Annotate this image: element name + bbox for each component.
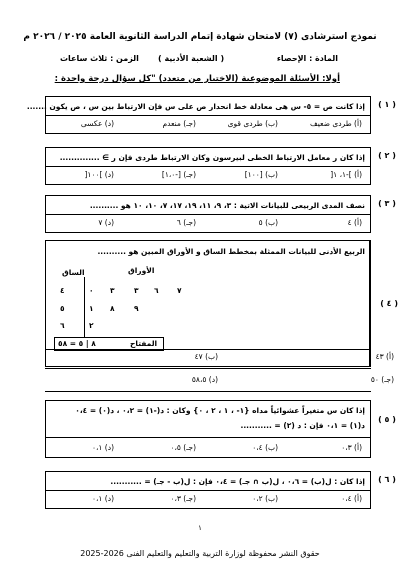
- option-c[interactable]: (جـ) ٦: [176, 218, 196, 227]
- option-b[interactable]: (ب) ٤٧: [194, 352, 218, 361]
- option-c[interactable]: (جـ) [-١،٠]: [161, 170, 196, 179]
- leaves-header: الأوراق: [128, 266, 155, 275]
- option-d[interactable]: (د) ]١٠٠[: [84, 170, 114, 179]
- exam-title: نموذج استرشادى (٧) لامتحان شهادة إتمام الدراسة الثانوية العامة ٢٠٢٥ / ٢٠٢٦ م: [23, 32, 377, 42]
- stem-cell: ٦: [60, 321, 65, 330]
- question-number: ( ٢ ): [378, 151, 396, 160]
- question-stem: إذا كان ر معامل الارتباط الخطى لبيرسون وكان الارتباط طردى فإن ر ∋ ..............: [59, 153, 365, 162]
- leaf-cell: ٠: [89, 286, 94, 295]
- option-c[interactable]: (جـ) ٠،٣: [170, 494, 196, 503]
- option-a[interactable]: (أ) ٤: [347, 218, 362, 227]
- question-number: ( ٣ ): [378, 199, 396, 208]
- branch-label: ( الشعبة الأدبية ): [158, 54, 225, 63]
- option-a[interactable]: (أ) طردى ضعيف: [309, 119, 362, 128]
- question-stem: إذا كان : ل(ب) = ٠،٦ ، ل(ب ∩ جـ) = ٠،٤ فإن : ل(ب - جـ) = ...........: [110, 477, 365, 486]
- stem-cell: ٥: [60, 304, 65, 313]
- stem-cell: ٤: [60, 286, 65, 295]
- option-a[interactable]: (أ) ]-١، ١[: [330, 170, 362, 179]
- time-label: الزمن : ثلاث ساعات: [60, 54, 139, 63]
- leaf-cell: ٩: [134, 304, 139, 313]
- page-number: ١: [198, 524, 202, 532]
- question-stem: إذا كانت ص = ٥- س هى معادلة خط انحدار ص على س فإن الارتباط بين س ، ص يكون .......: [26, 102, 365, 111]
- leaf-cell: ٢: [89, 321, 94, 330]
- option-a[interactable]: (أ) ٤٣: [375, 352, 394, 361]
- question-1-box: [26, 96, 396, 134]
- leaf-cell: ١: [89, 304, 94, 313]
- option-b[interactable]: (ب) ٠،٤: [252, 443, 278, 452]
- section-title: أولا: الأسئلة الموضوعية (الاختيار من متعدد) "كل سؤال درجة واحدة :: [54, 74, 340, 84]
- question-3-box: [45, 195, 396, 233]
- question-number: ( ٦ ): [378, 475, 396, 484]
- leaf-cell: ٦: [154, 286, 159, 295]
- question-stem: نصف المدى الربيعى للبيانات الاتية : ٣، ٩، ١١، ١٩، ١٧، ٧، ١٠، ١٠ هو ..........: [89, 201, 365, 210]
- option-c[interactable]: (جـ) منعدم: [162, 119, 196, 128]
- question-2-box: [45, 147, 396, 185]
- option-b[interactable]: (ب) طردى قوى: [227, 119, 278, 128]
- question-stem: الربيع الأدنى للبيانات الممثلة بمخطط الساق و الأوراق المبين هو ..........: [97, 247, 365, 256]
- leaf-cell: ٨: [110, 304, 115, 313]
- option-d[interactable]: (د) ٠،١: [91, 494, 114, 503]
- option-b[interactable]: (ب) ٠،٢: [252, 494, 278, 503]
- option-b[interactable]: (ب) ٥: [258, 218, 278, 227]
- option-d[interactable]: (د) ٧: [98, 218, 114, 227]
- option-d[interactable]: (د) عكسى: [80, 119, 114, 128]
- option-a[interactable]: (أ) ٠،٣: [341, 443, 362, 452]
- question-6-box: [45, 471, 396, 509]
- option-a[interactable]: (أ) ٠،٤: [341, 494, 362, 503]
- question-number: ( ٤ ): [380, 299, 398, 308]
- stem-header: الساق: [62, 268, 85, 277]
- leaf-cell: ٣: [110, 286, 115, 295]
- option-c[interactable]: (جـ) ٠،٥: [170, 443, 196, 452]
- key-value: ٨ | ٥ = ٥٨: [58, 339, 96, 348]
- option-c[interactable]: (جـ) ٥٠: [370, 375, 394, 384]
- question-number: ( ١ ): [378, 100, 396, 109]
- option-d[interactable]: (د) ٠،١: [91, 443, 114, 452]
- key-label: المفتاح: [130, 339, 158, 348]
- subject-label: المادة : الإحصاء: [276, 54, 338, 63]
- question-5-box: [45, 400, 396, 458]
- question-number: ( ٥ ): [378, 415, 396, 424]
- question-stem-line-2: د(١) = ٠،١ فإن : د (٢) = ...........: [240, 421, 365, 430]
- leaf-cell: ٧: [177, 286, 182, 295]
- option-b[interactable]: (ب) [١٠٠]: [244, 170, 278, 179]
- option-d[interactable]: (د) ٥٨،٥: [191, 375, 218, 384]
- leaf-cell: ٣: [134, 286, 139, 295]
- question-stem-line-1: إذا كان س متغيراً عشوائياً مداه {١- ، ١ ، ٢ ، ٠} وكان : د(-١) = ٠،٢ ، د(٠) = ٠،٤: [75, 406, 365, 415]
- copyright-notice: حقوق النشر محفوظة لوزارة التربية والتعليم والتعليم الفنى 2026-2025: [80, 549, 320, 558]
